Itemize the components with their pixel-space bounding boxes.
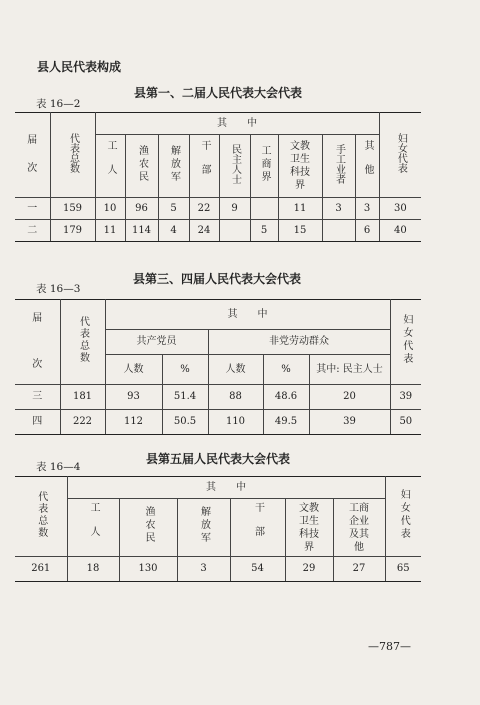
table-row — [15, 410, 421, 435]
cell-fisher: 96 — [125, 198, 158, 220]
cell-democrat: 39 — [309, 410, 390, 435]
table2-header-total: 代表总数 — [60, 300, 105, 385]
table2-header-count: 人数 — [105, 355, 162, 385]
cell-democrat — [219, 220, 250, 242]
cell-party-count: 93 — [105, 385, 162, 410]
table3-title: 县第五届人民代表大会代表 — [146, 452, 291, 466]
cell-total: 179 — [50, 220, 95, 242]
cell-worker: 18 — [67, 557, 119, 582]
cell-culture: 11 — [278, 198, 322, 220]
table2-header-pct2: % — [263, 355, 309, 385]
cell-total: 159 — [50, 198, 95, 220]
table2-header-ci: 次 — [32, 359, 43, 370]
table3-number: 表 16—4 — [36, 461, 81, 473]
cell-other: 3 — [355, 198, 379, 220]
cell-culture: 15 — [278, 220, 322, 242]
table2-header-jie-ci — [15, 300, 60, 385]
table1 — [15, 112, 421, 242]
cell-jie: 一 — [15, 198, 50, 220]
table1-header-culture: 文教卫生科技界 — [278, 135, 322, 198]
table3-header-culture: 文教卫生科技界 — [285, 499, 333, 557]
cell-worker: 10 — [95, 198, 125, 220]
table1-header-democrat: 民主人士 — [219, 135, 250, 198]
table1-header-fisher: 渔农民 — [125, 135, 158, 198]
cell-women: 50 — [390, 410, 421, 435]
table2-title: 县第三、四届人民代表大会代表 — [133, 272, 302, 286]
table2-header-qizhong: 其 中 — [105, 300, 390, 330]
table3 — [15, 476, 421, 582]
table2-header-nonparty: 非党劳动群众 — [208, 330, 390, 355]
cell-jie: 四 — [15, 410, 60, 435]
table1-header-jie: 届 — [27, 135, 38, 146]
cell-total: 261 — [15, 557, 67, 582]
table1-header-other: 其他 — [355, 135, 379, 198]
cell-nonparty-count: 88 — [208, 385, 263, 410]
cell-worker: 11 — [95, 220, 125, 242]
table2-header-jie: 届 — [32, 313, 43, 324]
cell-women: 39 — [390, 385, 421, 410]
cell-party-pct: 50.5 — [162, 410, 208, 435]
cell-party-pct: 51.4 — [162, 385, 208, 410]
table1-header-ci: 次 — [27, 163, 38, 174]
table-row — [15, 557, 421, 582]
cell-jie: 三 — [15, 385, 60, 410]
section-title: 县人民代表构成 — [37, 60, 122, 74]
cell-democrat: 20 — [309, 385, 390, 410]
cell-craft — [322, 220, 355, 242]
table1-header-worker: 工人 — [95, 135, 125, 198]
table3-header-total: 代表总数 — [15, 477, 67, 557]
cell-democrat: 9 — [219, 198, 250, 220]
cell-culture: 29 — [285, 557, 333, 582]
table1-header-craft: 手工业者 — [322, 135, 355, 198]
table3-header-business: 工商企业及其他 — [333, 499, 385, 557]
table1-header-cadre: 干部 — [189, 135, 219, 198]
cell-business: 5 — [250, 220, 278, 242]
cell-cadre: 22 — [189, 198, 219, 220]
cell-cadre: 24 — [189, 220, 219, 242]
table2-header-pct: % — [162, 355, 208, 385]
cell-nonparty-pct: 48.6 — [263, 385, 309, 410]
table1-header-women: 妇女代表 — [379, 113, 421, 198]
table2-header-women: 妇女代表 — [390, 300, 421, 385]
cell-party-count: 112 — [105, 410, 162, 435]
cell-army: 4 — [158, 220, 189, 242]
table1-header-army: 解放军 — [158, 135, 189, 198]
table-row — [15, 385, 421, 410]
table1-header-jieci — [15, 113, 50, 198]
table2-number: 表 16—3 — [36, 283, 81, 295]
table2-header-count2: 人数 — [208, 355, 263, 385]
cell-nonparty-count: 110 — [208, 410, 263, 435]
table1-header-business: 工商界 — [250, 135, 278, 198]
table3-header-fisher: 渔农民 — [119, 499, 177, 557]
cell-craft: 3 — [322, 198, 355, 220]
cell-nonparty-pct: 49.5 — [263, 410, 309, 435]
table2-header-democrat: 其中: 民主人士 — [309, 355, 390, 385]
cell-other: 6 — [355, 220, 379, 242]
table3-header-worker: 工人 — [67, 499, 119, 557]
page-number: —787— — [368, 640, 411, 653]
table3-header-qizhong: 其 中 — [67, 477, 385, 499]
cell-women: 30 — [379, 198, 421, 220]
table1-title: 县第一、二届人民代表大会代表 — [134, 86, 303, 100]
cell-total: 222 — [60, 410, 105, 435]
table3-header-cadre: 干部 — [230, 499, 285, 557]
cell-army: 3 — [177, 557, 230, 582]
table-row — [15, 198, 421, 220]
cell-business — [250, 198, 278, 220]
cell-fisher: 114 — [125, 220, 158, 242]
table2-header-party: 共产党员 — [105, 330, 208, 355]
table1-number: 表 16—2 — [36, 98, 81, 110]
cell-army: 5 — [158, 198, 189, 220]
cell-total: 181 — [60, 385, 105, 410]
table3-header-women: 妇女代表 — [385, 477, 421, 557]
cell-women: 40 — [379, 220, 421, 242]
table3-header-army: 解放军 — [177, 499, 230, 557]
cell-jie: 二 — [15, 220, 50, 242]
cell-fisher: 130 — [119, 557, 177, 582]
table1-header-qizhong: 其 中 — [95, 113, 379, 135]
cell-business: 27 — [333, 557, 385, 582]
cell-women: 65 — [385, 557, 421, 582]
table1-header-total: 代表总数 — [50, 113, 95, 198]
cell-cadre: 54 — [230, 557, 285, 582]
table2 — [15, 299, 421, 435]
table-row — [15, 220, 421, 242]
